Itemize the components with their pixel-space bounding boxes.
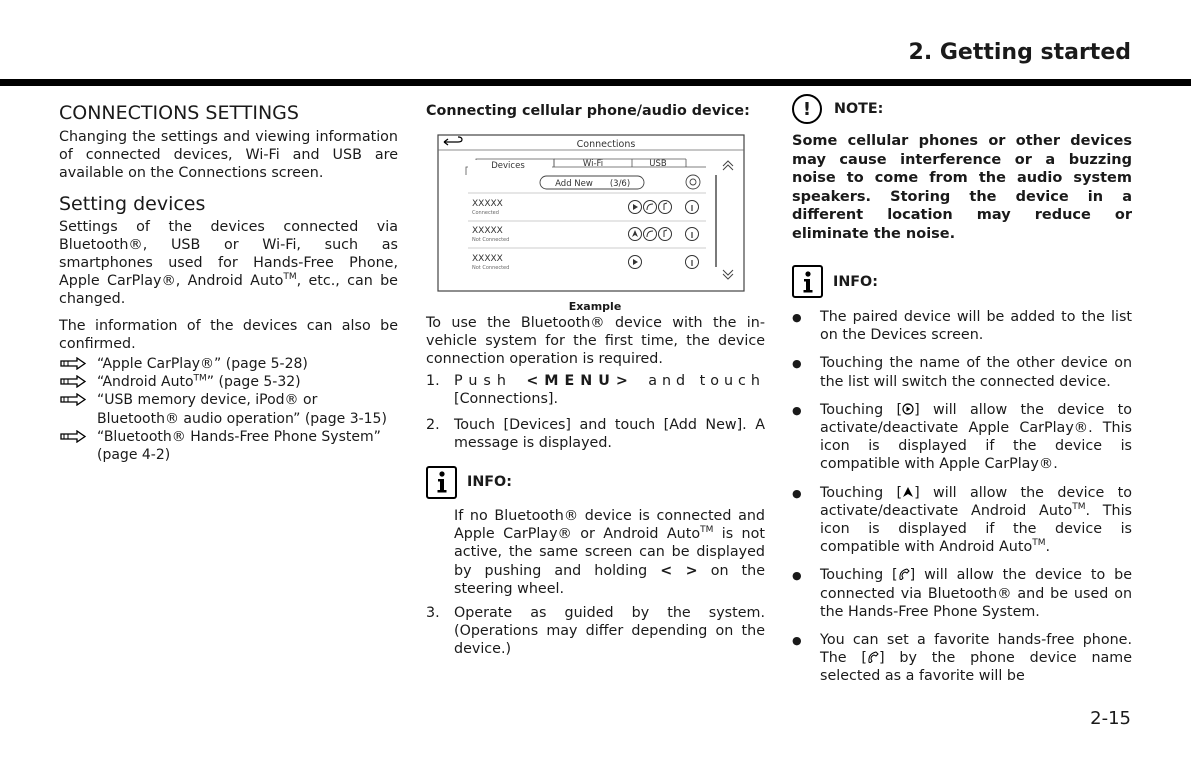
xref-apple-carplay[interactable]: “Apple CarPlay®” (page 5-28) bbox=[59, 355, 398, 373]
steering-talk-switch-icon: < > bbox=[660, 562, 698, 579]
tab-usb: USB bbox=[649, 158, 667, 169]
connections-screen-illustration bbox=[436, 133, 754, 313]
subsection-heading: Setting devices bbox=[59, 192, 206, 215]
info-header: INFO: bbox=[792, 265, 1132, 298]
left-column bbox=[59, 102, 398, 464]
xref-usb-audio[interactable]: “USB memory device, iPod® or Bluetooth® audio operation” (page 3-15) bbox=[59, 391, 398, 427]
info-header: INFO: bbox=[426, 466, 765, 499]
page-number: 2-15 bbox=[1090, 708, 1131, 729]
device-2-status: Not Connected bbox=[472, 236, 510, 243]
device-3-status: Not Connected bbox=[472, 264, 510, 271]
figure-caption: Example bbox=[568, 299, 622, 313]
reference-arrow-icon bbox=[59, 355, 97, 373]
list-item: ● You can set a favorite hands-free phone. The [ ] by the phone device name selected as a favorite will be bbox=[792, 632, 1133, 685]
xref-hands-free-phone[interactable]: “Bluetooth® Hands-Free Phone System” (page 4-2) bbox=[59, 428, 398, 464]
section-heading: CONNECTIONS SETTINGS bbox=[59, 102, 299, 124]
header-rule bbox=[0, 79, 1191, 86]
screen-title: Connections bbox=[576, 138, 636, 150]
list-item: ● Touching the name of the other device on the list will switch the connected device. bbox=[792, 355, 1132, 390]
cross-references bbox=[59, 355, 398, 464]
note-header: ! NOTE: bbox=[792, 94, 1132, 124]
right-column bbox=[792, 98, 1133, 696]
tab-wifi: Wi-Fi bbox=[582, 158, 604, 169]
first-time-paragraph: To use the Bluetooth® device with the in-vehicle system for the first time, the device connection operation is required. bbox=[426, 314, 765, 367]
reference-arrow-icon bbox=[59, 428, 97, 464]
device-count: (3/6) bbox=[609, 178, 631, 189]
middle-column bbox=[426, 102, 765, 666]
reference-arrow-icon bbox=[59, 373, 97, 391]
device-3-name: XXXXX bbox=[472, 253, 503, 264]
note-paragraph: Some cellular phones or other devices may cause interference or a buzzing noise to come from the audio system speakers. Storing the device in a different location may reduce or eliminate the noise. bbox=[792, 133, 1132, 242]
reference-arrow-icon bbox=[59, 391, 97, 427]
android-auto-icon bbox=[902, 486, 914, 498]
list-item: ● Touching [ ] will allow the device to be connected via Bluetooth® and be used on the Hands-Free Phone System. bbox=[792, 567, 1133, 620]
device-1-name: XXXXX bbox=[472, 198, 503, 209]
list-item: ● Touching [ ] will allow the device to activate/deactivate Apple CarPlay®. This icon is displayed if the device is compatible with Apple CarPlay®. bbox=[792, 401, 1133, 473]
step-2: 2. Touch [Devices] and touch [Add New]. A message is displayed. bbox=[426, 416, 765, 451]
phone-icon bbox=[867, 651, 879, 663]
add-new-label: Add New bbox=[555, 178, 593, 189]
list-item: ● The paired device will be added to the list on the Devices screen. bbox=[792, 309, 1132, 344]
note-icon: ! bbox=[792, 94, 822, 124]
device-1-status: Connected bbox=[472, 209, 499, 216]
step-1: 1. Push <MENU> and touch [Connections]. bbox=[426, 373, 765, 408]
confirm-paragraph: The information of the devices can also be confirmed. bbox=[59, 317, 398, 352]
info-bullets bbox=[792, 308, 1132, 686]
carplay-icon bbox=[902, 403, 914, 415]
xref-android-auto[interactable]: “Android Auto™” (page 5-32) bbox=[59, 373, 398, 391]
connecting-heading: Connecting cellular phone/audio device: bbox=[426, 103, 750, 119]
steps-list bbox=[426, 372, 765, 452]
info-paragraph: If no Bluetooth® device is connected and Apple CarPlay® or Android Auto™ is not active, the same screen can be displayed by pushing and holding < > on the steering wheel. bbox=[454, 507, 765, 597]
step-3: 3. Operate as guided by the system. (Operations may differ depending on the device.) bbox=[426, 604, 765, 658]
info-icon bbox=[792, 265, 823, 298]
phone-icon bbox=[898, 568, 910, 580]
page-header-title: 2. Getting started bbox=[908, 40, 1131, 65]
devices-paragraph: Settings of the devices connected via Bluetooth®, USB or Wi-Fi, such as smartphones used for Hands-Free Phone, Apple CarPlay®, Android Auto™, etc., can be changed. bbox=[59, 218, 398, 308]
list-item: ● Touching [ ] will allow the device to activate/deactivate Android Auto™. This icon is displayed if the device is compatible with Android Auto™. bbox=[792, 484, 1133, 556]
intro-paragraph: Changing the settings and viewing information of connected devices, Wi-Fi and USB are available on the Connections screen. bbox=[59, 129, 398, 182]
device-2-name: XXXXX bbox=[472, 225, 503, 236]
tab-devices: Devices bbox=[491, 160, 525, 171]
info-icon bbox=[426, 466, 457, 499]
